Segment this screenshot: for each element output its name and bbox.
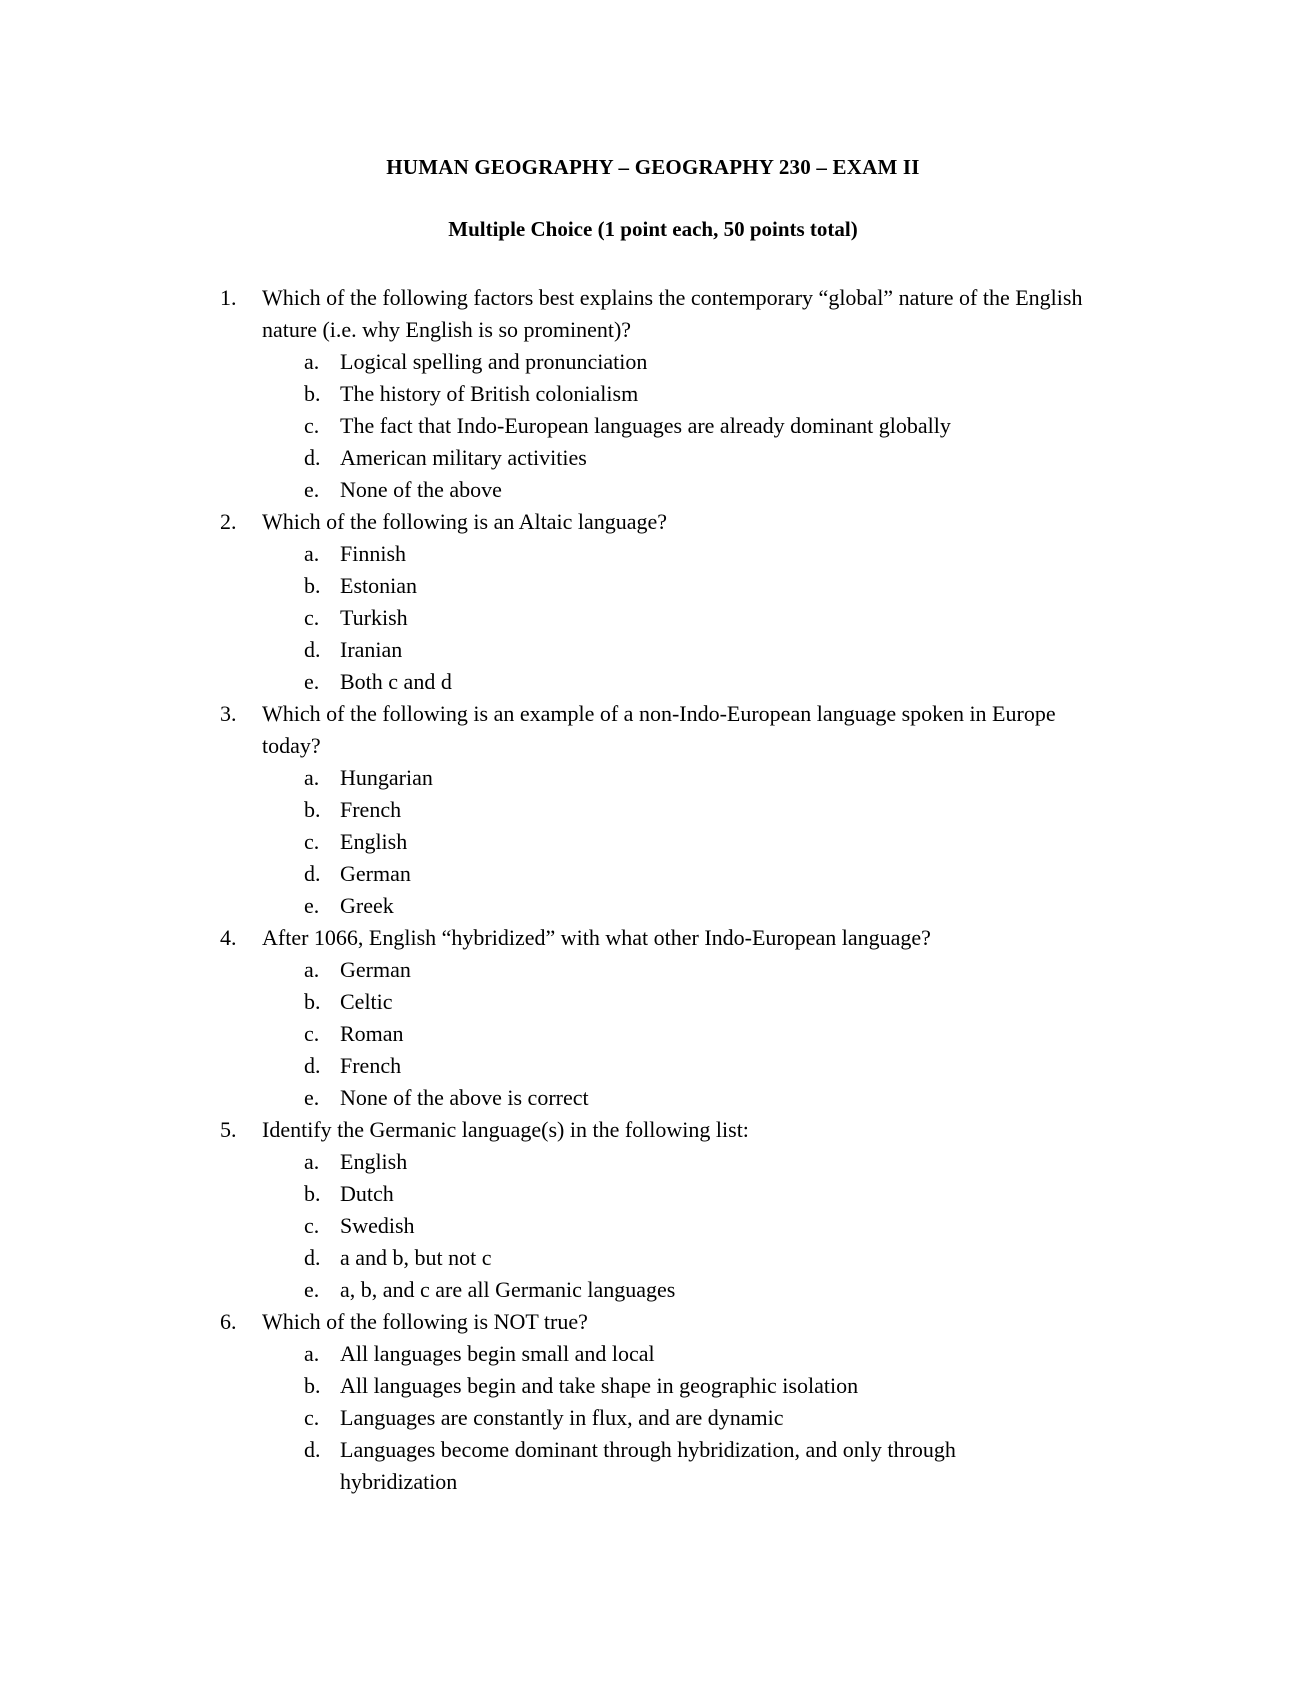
option bbox=[262, 538, 1120, 570]
option bbox=[262, 794, 1120, 826]
option bbox=[262, 954, 1120, 986]
option bbox=[262, 346, 1120, 378]
question-number: 1. bbox=[220, 285, 237, 310]
option-letter: e. bbox=[304, 669, 320, 694]
option-text: All languages begin and take shape in geographic isolation bbox=[340, 1373, 859, 1398]
option-text: Logical spelling and pronunciation bbox=[340, 349, 648, 374]
option-list bbox=[262, 762, 1120, 922]
option-letter: a. bbox=[304, 765, 320, 790]
option-letter: c. bbox=[304, 1021, 320, 1046]
option-letter: a. bbox=[304, 541, 320, 566]
option-text: Roman bbox=[340, 1021, 404, 1046]
question-number: 4. bbox=[220, 925, 237, 950]
question-text: Which of the following is NOT true? bbox=[262, 1309, 588, 1334]
option-text: Swedish bbox=[340, 1213, 415, 1238]
page-title: HUMAN GEOGRAPHY – GEOGRAPHY 230 – EXAM II bbox=[386, 155, 920, 179]
question-6 bbox=[220, 1306, 1120, 1498]
question-text: Which of the following is an Altaic language? bbox=[262, 509, 668, 534]
question-text: Identify the Germanic language(s) in the following list: bbox=[262, 1117, 749, 1142]
option bbox=[262, 1434, 1120, 1498]
option-letter: e. bbox=[304, 893, 320, 918]
question-5 bbox=[220, 1114, 1120, 1306]
option bbox=[262, 634, 1120, 666]
option bbox=[262, 474, 1120, 506]
option-letter: c. bbox=[304, 1213, 320, 1238]
option bbox=[262, 410, 1120, 442]
question-text: Which of the following factors best explains the contemporary “global” nature of the English nature (i.e. why English is so prominent)? bbox=[262, 285, 1083, 342]
option-letter: c. bbox=[304, 829, 320, 854]
option-letter: d. bbox=[304, 637, 321, 662]
option bbox=[262, 1402, 1120, 1434]
question-number: 3. bbox=[220, 701, 237, 726]
option bbox=[262, 858, 1120, 890]
option-list bbox=[262, 1338, 1120, 1498]
option-text: French bbox=[340, 1053, 402, 1078]
option-letter: a. bbox=[304, 957, 320, 982]
question-number: 2. bbox=[220, 509, 237, 534]
option bbox=[262, 1178, 1120, 1210]
question-1 bbox=[220, 282, 1120, 506]
option-letter: d. bbox=[304, 1245, 321, 1270]
option-letter: d. bbox=[304, 1437, 321, 1462]
question-3 bbox=[220, 698, 1120, 922]
option-text: Languages are constantly in flux, and are dynamic bbox=[340, 1405, 784, 1430]
option bbox=[262, 986, 1120, 1018]
option-text: None of the above is correct bbox=[340, 1085, 589, 1110]
option bbox=[262, 1082, 1120, 1114]
option-text: French bbox=[340, 797, 402, 822]
option-letter: b. bbox=[304, 797, 321, 822]
option-text: a, b, and c are all Germanic languages bbox=[340, 1277, 676, 1302]
question-text: After 1066, English “hybridized” with what other Indo-European language? bbox=[262, 925, 931, 950]
option-letter: d. bbox=[304, 445, 321, 470]
option-text: Finnish bbox=[340, 541, 407, 566]
option-letter: d. bbox=[304, 1053, 321, 1078]
option-text: Both c and d bbox=[340, 669, 452, 694]
option-letter: c. bbox=[304, 413, 320, 438]
option bbox=[262, 826, 1120, 858]
option-letter: a. bbox=[304, 1149, 320, 1174]
option-letter: b. bbox=[304, 1181, 321, 1206]
option-text: German bbox=[340, 861, 411, 886]
option-text: All languages begin small and local bbox=[340, 1341, 655, 1366]
option-text: Languages become dominant through hybridization, and only through hybridization bbox=[340, 1437, 956, 1494]
option-text: English bbox=[340, 1149, 408, 1174]
option-letter: a. bbox=[304, 349, 320, 374]
option-text: American military activities bbox=[340, 445, 587, 470]
option-list bbox=[262, 346, 1120, 506]
option bbox=[262, 1050, 1120, 1082]
option-text: Greek bbox=[340, 893, 394, 918]
option-text: Turkish bbox=[340, 605, 408, 630]
option bbox=[262, 762, 1120, 794]
option-letter: b. bbox=[304, 989, 321, 1014]
option bbox=[262, 1338, 1120, 1370]
option bbox=[262, 378, 1120, 410]
question-2 bbox=[220, 506, 1120, 698]
option-letter: b. bbox=[304, 381, 321, 406]
option-list bbox=[262, 538, 1120, 698]
option-letter: e. bbox=[304, 1277, 320, 1302]
option-text: German bbox=[340, 957, 411, 982]
option-letter: e. bbox=[304, 1085, 320, 1110]
option-text: None of the above bbox=[340, 477, 502, 502]
option-text: The history of British colonialism bbox=[340, 381, 639, 406]
option bbox=[262, 1274, 1120, 1306]
option-text: Hungarian bbox=[340, 765, 433, 790]
option-letter: b. bbox=[304, 573, 321, 598]
option-text: Estonian bbox=[340, 573, 417, 598]
option-text: a and b, but not c bbox=[340, 1245, 492, 1270]
question-list bbox=[220, 282, 1120, 1498]
option bbox=[262, 1018, 1120, 1050]
option bbox=[262, 442, 1120, 474]
option bbox=[262, 570, 1120, 602]
option-list bbox=[262, 1146, 1120, 1306]
option-list bbox=[262, 954, 1120, 1114]
question-number: 6. bbox=[220, 1309, 237, 1334]
option-letter: e. bbox=[304, 477, 320, 502]
option bbox=[262, 1242, 1120, 1274]
option bbox=[262, 666, 1120, 698]
option-letter: c. bbox=[304, 1405, 320, 1430]
option bbox=[262, 1370, 1120, 1402]
option-text: The fact that Indo-European languages are already dominant globally bbox=[340, 413, 951, 438]
option bbox=[262, 602, 1120, 634]
option-letter: d. bbox=[304, 861, 321, 886]
option-letter: c. bbox=[304, 605, 320, 630]
section-heading: Multiple Choice (1 point each, 50 points total) bbox=[448, 217, 858, 241]
option bbox=[262, 890, 1120, 922]
option bbox=[262, 1146, 1120, 1178]
question-text: Which of the following is an example of a non-Indo-European language spoken in Europe today? bbox=[262, 701, 1056, 758]
option-letter: b. bbox=[304, 1373, 321, 1398]
question-4 bbox=[220, 922, 1120, 1114]
option-text: Iranian bbox=[340, 637, 403, 662]
option-text: Celtic bbox=[340, 989, 393, 1014]
question-number: 5. bbox=[220, 1117, 237, 1142]
option bbox=[262, 1210, 1120, 1242]
option-letter: a. bbox=[304, 1341, 320, 1366]
option-text: Dutch bbox=[340, 1181, 394, 1206]
option-text: English bbox=[340, 829, 408, 854]
